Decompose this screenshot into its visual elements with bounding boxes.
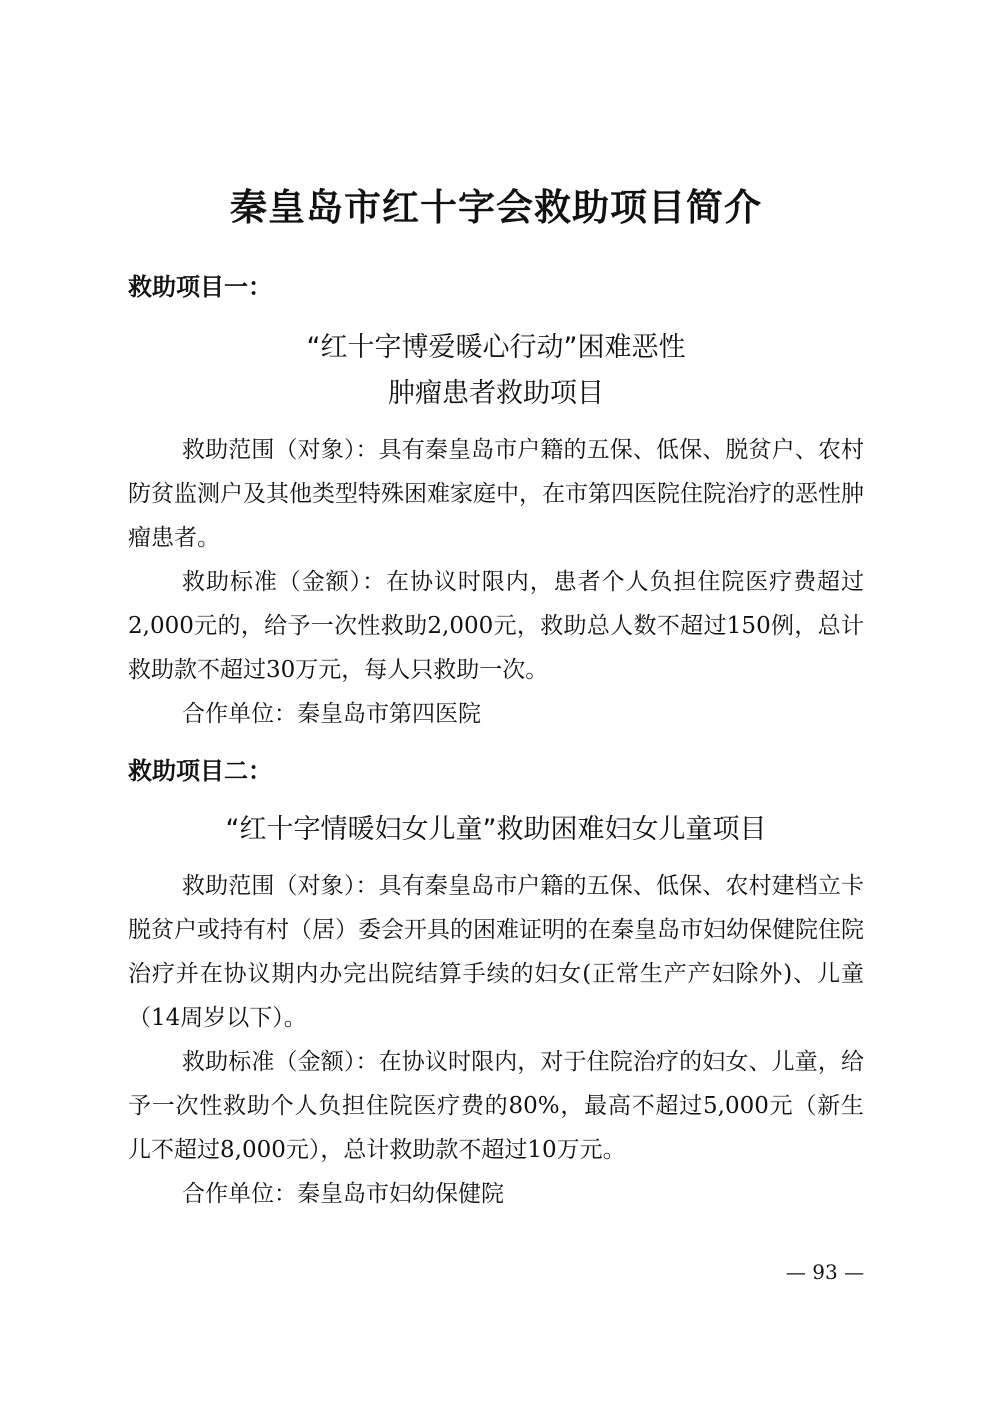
project-1-name-line-2: 肿瘤患者救助项目 [388,378,604,409]
project-1-heading: 救助项目一： [128,273,272,301]
project-2-scope: 救助范围（对象）：具有秦皇岛市户籍的五保、低保、农村建档立卡脱贫户或持有村（居）委会开具的困难证明的在秦皇岛市妇幼保健院住院治疗并在协议期内办完出院结算手续的妇女(正常生产产妇除外)、儿童（14周岁以下）。 [128,873,864,1031]
project-1-name-line-1: “红十字博爱暖心行动”困难恶性 [306,332,686,363]
project-1-scope: 救助范围（对象）：具有秦皇岛市户籍的五保、低保、脱贫户、农村防贫监测户及其他类型特殊困难家庭中，在市第四医院住院治疗的恶性肿瘤患者。 [128,437,864,551]
project-2-partner: 合作单位：秦皇岛市妇幼保健院 [182,1181,504,1207]
project-2-heading: 救助项目二： [128,757,272,785]
project-1-partner: 合作单位：秦皇岛市第四医院 [182,701,481,727]
page-number: — 93 — [785,1260,865,1284]
project-2-standard: 救助标准（金额）：在协议时限内，对于住院治疗的妇女、儿童，给予一次性救助个人负担住院医疗费的80%，最高不超过5,000元（新生儿不超过8,000元），总计救助款不超过10万元。 [128,1049,864,1163]
project-1-standard: 救助标准（金额）：在协议时限内，患者个人负担住院医疗费超过2,000元的，给予一次性救助2,000元，救助总人数不超过150例，总计救助款不超过30万元，每人只救助一次。 [128,569,864,683]
page-title: 秦皇岛市红十字会救助项目简介 [230,186,762,229]
project-2-name: “红十字情暖妇女儿童”救助困难妇女儿童项目 [225,814,767,845]
